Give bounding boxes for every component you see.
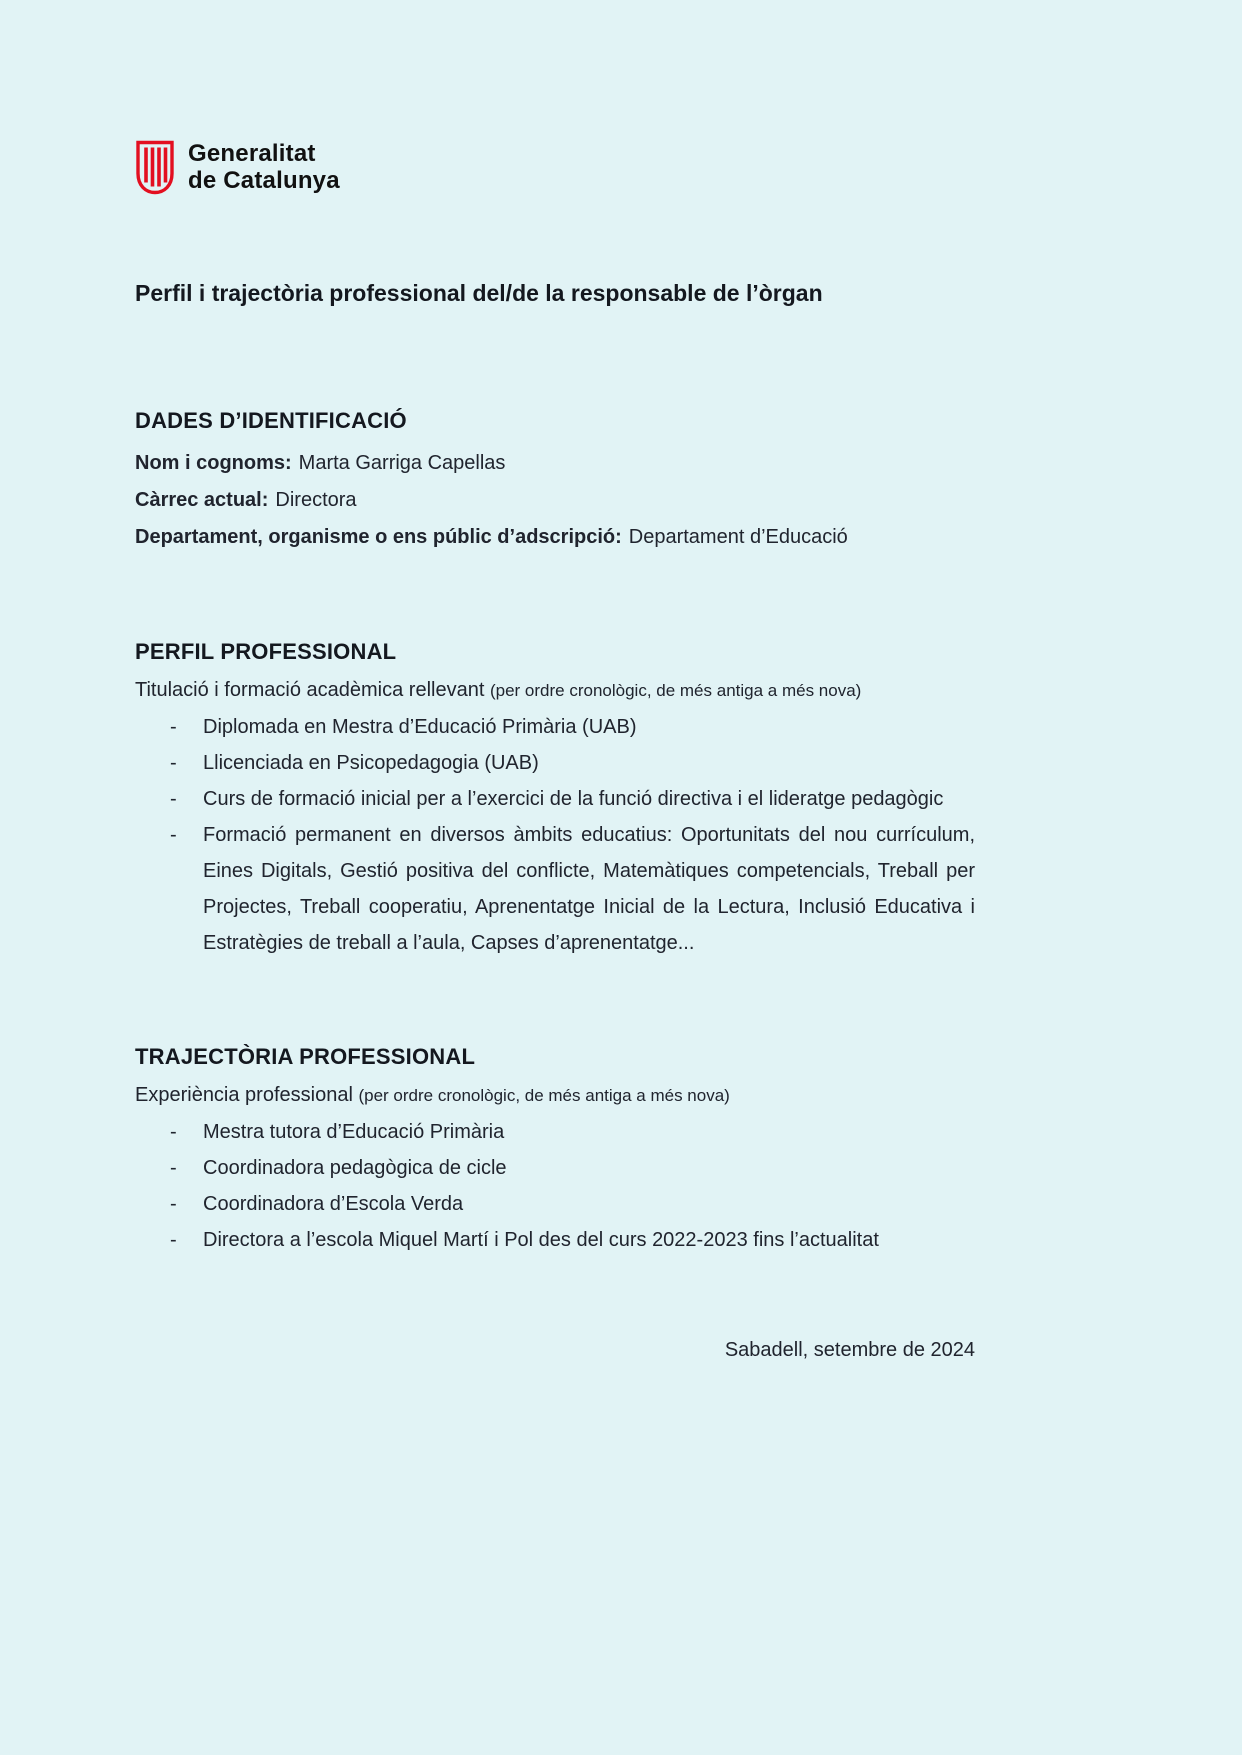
bullet-dash: - xyxy=(170,716,177,739)
trajectoria-subheading-text: Experiència professional xyxy=(135,1084,353,1107)
list-item xyxy=(170,1114,975,1150)
bullet-dash: - xyxy=(170,1121,177,1144)
generalitat-shield-icon xyxy=(135,140,175,195)
field-value: Directora xyxy=(275,489,357,512)
generalitat-logo xyxy=(135,140,975,195)
list-item xyxy=(170,709,975,745)
list-item-text: Directora a l’escola Miquel Martí i Pol des del curs 2022-2023 fins l’actualitat xyxy=(203,1229,879,1252)
trajectoria-subheading xyxy=(135,1077,975,1114)
list-item xyxy=(170,1186,975,1222)
trajectoria-subheading-note: (per ordre cronològic, de més antiga a més nova) xyxy=(358,1086,730,1106)
field-value: Departament d’Educació xyxy=(628,526,848,549)
trajectoria-list xyxy=(135,1114,975,1258)
list-item-text: Coordinadora pedagògica de cicle xyxy=(203,1157,507,1180)
bullet-dash: - xyxy=(170,752,177,775)
place-date: Sabadell, setembre de 2024 xyxy=(724,1339,975,1362)
list-item xyxy=(170,781,975,817)
field-label: Departament, organisme o ens públic d’adscripció: xyxy=(135,526,622,549)
list-item-text: Formació permanent en diversos àmbits educatius: Oportunitats del nou currículum, Eines Digitals, Gestió positiva del conflicte, Matemàtiques competencials, Treball per Projectes, Treball cooperatiu, Aprenentatge Inicial de la Lectura, Inclusió Educativa i Estratègies de treball a l’aula, Capses d’aprenentatge... xyxy=(203,824,975,955)
page-title: Perfil i trajectòria professional del/de la responsable de l’òrgan xyxy=(135,280,823,306)
field-value: Marta Garriga Capellas xyxy=(298,452,506,475)
list-item-text: Diplomada en Mestra d’Educació Primària (UAB) xyxy=(203,716,637,739)
perfil-subheading-text: Titulació i formació acadèmica rellevant xyxy=(135,679,485,702)
field-label: Càrrec actual: xyxy=(135,489,269,512)
section-identificacio xyxy=(135,403,975,556)
bullet-dash: - xyxy=(170,1229,177,1252)
list-item xyxy=(170,1222,975,1258)
field-label: Nom i cognoms: xyxy=(135,452,292,475)
list-item-text: Curs de formació inicial per a l’exercici de la funció directiva i el lideratge pedagògic xyxy=(203,788,944,811)
perfil-subheading xyxy=(135,672,975,709)
perfil-subheading-note: (per ordre cronològic, de més antiga a més nova) xyxy=(489,681,862,701)
generalitat-logo-text xyxy=(188,141,340,195)
list-item-text: Mestra tutora d’Educació Primària xyxy=(203,1121,505,1144)
bullet-dash: - xyxy=(170,1157,177,1180)
list-item-text: Llicenciada en Psicopedagogia (UAB) xyxy=(203,752,539,775)
bullet-dash: - xyxy=(170,1193,177,1216)
perfil-heading: PERFIL PROFESSIONAL xyxy=(135,639,397,665)
trajectoria-heading: TRAJECTÒRIA PROFESSIONAL xyxy=(135,1044,476,1070)
list-item-text: Coordinadora d’Escola Verda xyxy=(203,1193,464,1216)
bullet-dash: - xyxy=(170,788,177,811)
logo-line-1: Generalitat xyxy=(188,139,316,167)
perfil-list xyxy=(135,709,975,961)
bullet-dash: - xyxy=(170,824,177,847)
identification-fields xyxy=(135,445,975,556)
list-item xyxy=(170,1150,975,1186)
list-item xyxy=(170,817,975,961)
list-item xyxy=(170,745,975,781)
section-trajectoria xyxy=(135,1039,975,1258)
field-line xyxy=(135,519,975,556)
logo-line-2: de Catalunya xyxy=(188,166,340,194)
section-perfil xyxy=(135,634,975,961)
field-line xyxy=(135,445,975,482)
field-line xyxy=(135,482,975,519)
identificacio-heading: DADES D’IDENTIFICACIÓ xyxy=(135,408,407,434)
